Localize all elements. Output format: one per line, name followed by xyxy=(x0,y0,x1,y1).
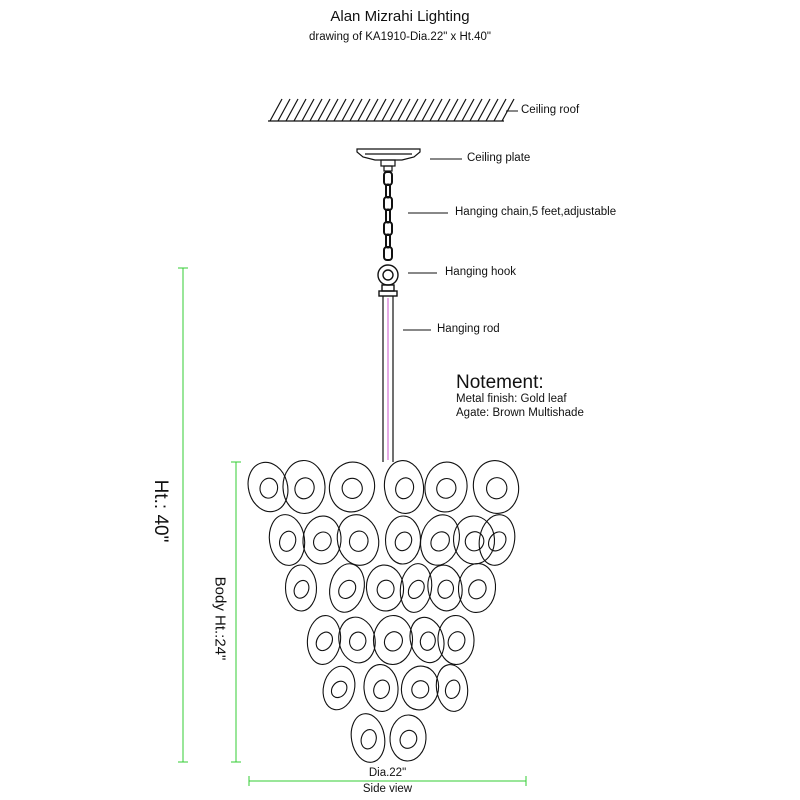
agate-stone xyxy=(282,460,326,514)
view-label: Side view xyxy=(362,783,413,795)
agate-stone xyxy=(373,615,414,665)
agate-stone xyxy=(385,516,421,565)
ceiling-roof-hatch xyxy=(268,99,514,121)
label-ceiling-roof: Ceiling roof xyxy=(521,104,580,116)
agate-stone xyxy=(475,512,518,568)
agate-stone xyxy=(422,460,470,515)
drawing-subtitle: drawing of KA1910-Dia.22" x Ht.40" xyxy=(308,31,492,43)
agate-stone xyxy=(266,512,308,567)
agate-stone xyxy=(285,565,317,612)
agate-stone xyxy=(301,514,343,565)
agate-stone xyxy=(425,563,466,614)
label-ceiling-plate: Ceiling plate xyxy=(467,152,531,164)
hanging-hook xyxy=(378,265,398,296)
body-height-label: Body Ht.:24" xyxy=(211,576,229,661)
hanging-rod xyxy=(383,296,393,462)
agate-stone xyxy=(437,615,475,665)
agate-stone xyxy=(319,663,359,713)
agate-stone xyxy=(469,457,523,517)
label-hanging-chain: Hanging chain,5 feet,adjustable xyxy=(455,206,617,218)
note-metal-finish: Metal finish: Gold leaf xyxy=(456,393,567,405)
agate-stone xyxy=(415,511,464,570)
note-agate: Agate: Brown Multishade xyxy=(456,407,584,419)
agate-stone xyxy=(362,663,399,712)
agate-stones xyxy=(243,457,523,765)
ceiling-plate xyxy=(357,149,420,171)
dimension-lines xyxy=(178,268,526,786)
agate-stone xyxy=(325,458,379,516)
agate-stone xyxy=(457,562,497,613)
agate-stone xyxy=(325,561,368,616)
diameter-label: Dia.22" xyxy=(368,767,407,779)
total-height-label: Ht.: 40" xyxy=(150,479,171,543)
agate-stone xyxy=(405,614,449,667)
notes-heading: Notement: xyxy=(456,372,544,393)
agate-stone xyxy=(389,714,427,762)
agate-stone xyxy=(382,459,426,516)
agate-stone xyxy=(398,663,441,712)
agate-stone xyxy=(305,614,343,666)
drawing-title: Alan Mizrahi Lighting xyxy=(330,8,470,25)
agate-stone xyxy=(333,511,384,569)
agate-stone xyxy=(335,614,379,666)
agate-stone xyxy=(365,563,406,612)
agate-stone xyxy=(347,711,388,765)
agate-stone xyxy=(243,458,294,516)
agate-stone xyxy=(397,562,435,615)
label-hanging-hook: Hanging hook xyxy=(445,266,516,278)
label-hanging-rod: Hanging rod xyxy=(437,323,500,335)
hanging-chain xyxy=(384,172,392,260)
